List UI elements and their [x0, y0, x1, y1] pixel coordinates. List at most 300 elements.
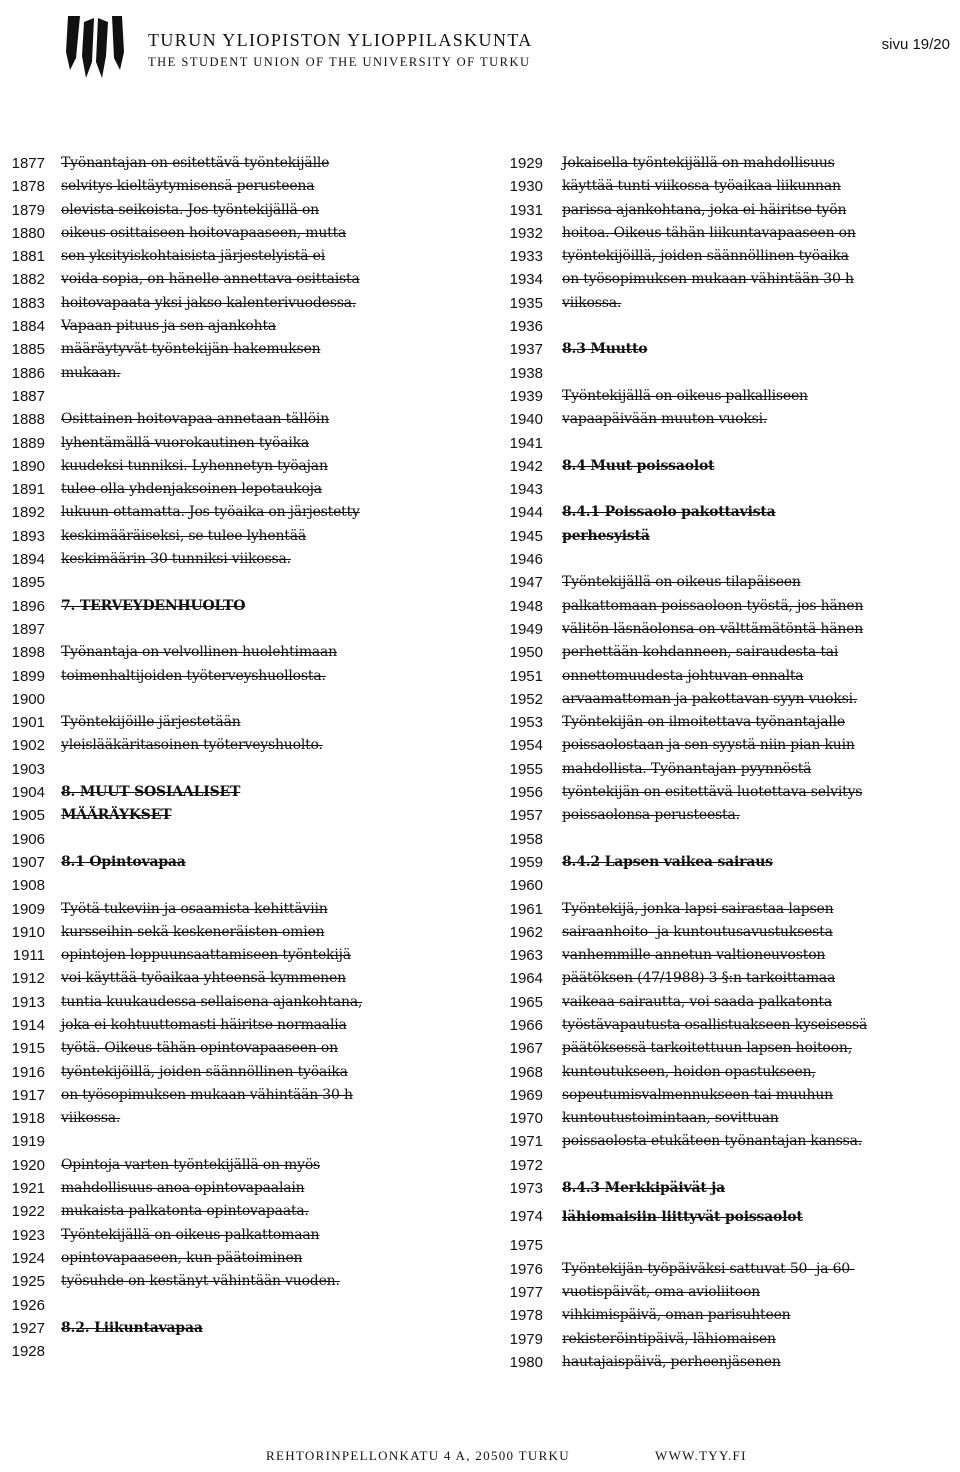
text-line — [0, 1200, 470, 1223]
line-number: 1901 — [11, 714, 45, 732]
line-number: 1907 — [11, 853, 45, 871]
line-number: 1921 — [11, 1180, 45, 1198]
text-line — [498, 991, 960, 1014]
line-number: 1920 — [11, 1156, 45, 1174]
line-number: 1949 — [509, 620, 543, 638]
text-line — [498, 1200, 960, 1234]
line-number: 1942 — [509, 457, 543, 475]
text-line — [498, 1177, 960, 1200]
line-text: Työntekijällä on oikeus palkalliseen — [562, 387, 808, 404]
section-heading: 8.2. Liikuntavapaa — [61, 1319, 203, 1336]
line-text: työntekijöillä, joiden säännöllinen työaika — [562, 248, 849, 265]
line-number: 1893 — [11, 527, 45, 545]
text-line — [0, 804, 470, 827]
line-text: selvitys kieltäytymisensä perusteena — [61, 178, 315, 195]
line-number: 1889 — [11, 434, 45, 452]
line-number: 1957 — [509, 807, 543, 825]
line-text: työntekijöillä, joiden säännöllinen työaika — [61, 1063, 348, 1080]
text-line — [0, 874, 470, 897]
text-line — [498, 292, 960, 315]
line-text: parissa ajankohtana, joka ei häiritse työn — [562, 201, 847, 218]
line-number: 1917 — [11, 1086, 45, 1104]
line-number: 1956 — [509, 784, 543, 802]
line-text: mahdollista. Työnantajan pyynnöstä — [562, 760, 812, 777]
text-line — [498, 1154, 960, 1177]
text-line — [498, 432, 960, 455]
text-line — [0, 1317, 470, 1340]
text-line — [0, 944, 470, 967]
line-number: 1979 — [509, 1330, 543, 1348]
text-line — [498, 874, 960, 897]
text-line — [0, 921, 470, 944]
text-line — [498, 362, 960, 385]
line-number: 1931 — [509, 201, 543, 219]
text-line — [0, 1154, 470, 1177]
text-line — [0, 781, 470, 804]
section-heading: 8.4 Muut poissaolot — [562, 457, 715, 474]
line-number: 1897 — [11, 620, 45, 638]
text-line — [0, 548, 470, 571]
line-number: 1905 — [11, 807, 45, 825]
text-line — [0, 1037, 470, 1060]
text-line — [498, 618, 960, 641]
line-number: 1951 — [509, 667, 543, 685]
line-number: 1933 — [509, 248, 543, 266]
line-number: 1878 — [11, 178, 45, 196]
right-column — [498, 152, 960, 1374]
text-line — [498, 1130, 960, 1153]
line-number: 1911 — [12, 947, 45, 965]
text-line — [498, 758, 960, 781]
line-number: 1904 — [11, 784, 45, 802]
text-line — [498, 665, 960, 688]
line-text: olevista seikoista. Jos työntekijällä on — [61, 201, 319, 218]
text-line — [498, 688, 960, 711]
text-line — [0, 1224, 470, 1247]
text-line — [0, 1107, 470, 1130]
line-text: on työsopimuksen mukaan vähintään 30 h — [61, 1086, 353, 1103]
text-line — [498, 385, 960, 408]
line-number: 1902 — [11, 737, 45, 755]
line-text: työsuhde on kestänyt vähintään vuoden. — [61, 1273, 340, 1290]
line-number: 1916 — [11, 1063, 45, 1081]
text-line — [498, 1281, 960, 1304]
line-text: mukaista palkatonta opintovapaata. — [61, 1203, 309, 1220]
line-text: oikeus osittaiseen hoitovapaaseen, mutta — [61, 224, 347, 241]
line-text: joka ei kohtuuttomasti häiritse normaalia — [61, 1016, 347, 1033]
line-text: vapaapäivään muuton vuoksi. — [562, 411, 768, 428]
line-number: 1948 — [509, 597, 543, 615]
line-text: vihkimispäivä, oman parisuhteen — [562, 1307, 791, 1324]
line-number: 1978 — [509, 1307, 543, 1325]
line-number: 1963 — [509, 947, 543, 965]
line-number: 1926 — [11, 1296, 45, 1314]
line-text: Työntekijöille järjestetään — [61, 714, 241, 731]
line-text: Työntekijä, jonka lapsi sairastaa lapsen — [562, 900, 834, 917]
line-number: 1934 — [509, 271, 543, 289]
line-text: Työtä tukeviin ja osaamista kehittäviin — [61, 900, 328, 917]
line-number: 1899 — [11, 667, 45, 685]
line-text: työtä. Oikeus tähän opintovapaaseen on — [61, 1040, 338, 1057]
line-number: 1918 — [11, 1110, 45, 1128]
line-text: sen yksityiskohtaisista järjestelyistä ei — [61, 248, 325, 265]
text-line — [498, 338, 960, 361]
line-number: 1969 — [509, 1086, 543, 1104]
line-number: 1919 — [11, 1133, 45, 1151]
text-line — [498, 478, 960, 501]
text-line — [0, 851, 470, 874]
section-heading: 8.4.1 Poissaolo pakottavista — [562, 504, 776, 521]
line-text: Työnantajan on esitettävä työntekijälle — [61, 155, 330, 171]
line-text: lukuun ottamatta. Jos työaika on järjestetty — [61, 504, 360, 521]
line-text: työntekijän on esitettävä luotettava selvitys — [562, 784, 863, 801]
text-line — [498, 268, 960, 291]
text-line — [498, 921, 960, 944]
line-text: käyttää tunti viikossa työaikaa liikunnan — [562, 178, 841, 195]
text-line — [498, 315, 960, 338]
footer-website-link[interactable]: WWW.TYY.FI — [655, 1448, 747, 1463]
line-number: 1891 — [11, 481, 45, 499]
line-text: hoitovapaata yksi jakso kalenterivuodessa. — [61, 294, 357, 311]
text-line — [0, 1177, 470, 1200]
text-line — [0, 1247, 470, 1270]
line-number: 1923 — [11, 1226, 45, 1244]
text-line — [498, 501, 960, 524]
line-text: Työntekijän työpäiväksi sattuvat 50- ja 60- — [562, 1260, 855, 1277]
text-line — [0, 665, 470, 688]
text-line — [498, 1014, 960, 1037]
text-line — [498, 781, 960, 804]
line-number: 1927 — [11, 1319, 45, 1337]
line-number: 1925 — [11, 1273, 45, 1291]
text-line — [0, 245, 470, 268]
line-number: 1888 — [11, 411, 45, 429]
text-line — [0, 898, 470, 921]
line-text: määräytyvät työntekijän hakemuksen — [61, 341, 321, 358]
text-line — [0, 222, 470, 245]
line-number: 1946 — [509, 551, 543, 569]
line-number: 1884 — [11, 318, 45, 336]
text-line — [498, 898, 960, 921]
text-line — [0, 152, 470, 175]
text-line — [0, 408, 470, 431]
text-line — [0, 711, 470, 734]
footer-address: REHTORINPELLONKATU 4 A, 20500 TURKU — [266, 1448, 570, 1463]
text-line — [0, 385, 470, 408]
line-number: 1938 — [509, 364, 543, 382]
line-number: 1896 — [11, 597, 45, 615]
line-text: keskimääräiseksi, se tulee lyhentää — [61, 527, 307, 544]
line-text: välitön läsnäolonsa on välttämätöntä hänen — [562, 620, 864, 637]
section-heading: lähiomaisiin liittyvät poissaolot — [562, 1209, 803, 1226]
line-text: vuotispäivät, oma avioliitoon — [562, 1283, 761, 1300]
text-line — [498, 1061, 960, 1084]
line-number: 1882 — [11, 271, 45, 289]
line-text: poissaolosta etukäteen työnantajan kanssa. — [562, 1133, 863, 1150]
line-number: 1952 — [509, 690, 543, 708]
section-heading: 8. MUUT SOSIAALISET — [61, 784, 241, 801]
section-heading: 8.3 Muutto — [562, 341, 648, 358]
text-line — [0, 991, 470, 1014]
line-number: 1895 — [11, 574, 45, 592]
line-text: rekisteröintipäivä, lähiomaisen — [562, 1330, 776, 1347]
text-line — [0, 338, 470, 361]
text-line — [0, 828, 470, 851]
text-line — [0, 571, 470, 594]
text-line — [498, 851, 960, 874]
line-text: työstävapautusta osallistuakseen kyseisessä — [562, 1016, 868, 1033]
text-line — [498, 734, 960, 757]
section-heading: 7. TERVEYDENHUOLTO — [61, 597, 246, 614]
text-line — [498, 525, 960, 548]
text-line — [0, 641, 470, 664]
text-line — [498, 1084, 960, 1107]
line-text: Työntekijällä on oikeus tilapäiseen — [562, 574, 801, 591]
line-text: on työsopimuksen mukaan vähintään 30 h — [562, 271, 854, 288]
line-text: opintojen loppuunsaattamiseen työntekijä — [61, 947, 351, 964]
line-text: Vapaan pituus ja sen ajankohta — [61, 318, 277, 335]
text-line — [0, 688, 470, 711]
line-number: 1966 — [509, 1016, 543, 1034]
text-line — [498, 967, 960, 990]
text-line — [0, 1061, 470, 1084]
line-number: 1947 — [509, 574, 543, 592]
text-line — [0, 478, 470, 501]
text-line — [0, 758, 470, 781]
line-number: 1976 — [509, 1260, 543, 1278]
line-number: 1930 — [509, 178, 543, 196]
line-number: 1910 — [11, 923, 45, 941]
line-number: 1941 — [509, 434, 543, 452]
section-heading: perhesyistä — [562, 527, 650, 544]
line-number: 1913 — [11, 993, 45, 1011]
line-text: poissaolonsa perusteesta. — [562, 807, 740, 824]
text-line — [498, 455, 960, 478]
line-text: arvaamattoman ja pakottavan syyn vuoksi. — [562, 690, 858, 707]
section-heading: 8.4.2 Lapsen vaikea sairaus — [562, 853, 773, 870]
line-number: 1915 — [11, 1040, 45, 1058]
line-number: 1898 — [11, 644, 45, 662]
line-number: 1954 — [509, 737, 543, 755]
line-number: 1900 — [11, 690, 45, 708]
text-line — [498, 175, 960, 198]
line-number: 1912 — [11, 970, 45, 988]
line-number: 1890 — [11, 457, 45, 475]
line-number: 1977 — [509, 1283, 543, 1301]
line-number: 1928 — [11, 1343, 45, 1361]
line-number: 1968 — [509, 1063, 543, 1081]
text-line — [498, 1037, 960, 1060]
line-text: kuntoutustoimintaan, sovittuan — [562, 1110, 779, 1127]
text-line — [0, 595, 470, 618]
line-number: 1937 — [509, 341, 543, 359]
text-line — [498, 199, 960, 222]
line-number: 1970 — [509, 1110, 543, 1128]
text-line — [498, 804, 960, 827]
line-number: 1935 — [509, 294, 543, 312]
page-number: sivu 19/20 — [881, 36, 950, 53]
line-number: 1972 — [509, 1156, 543, 1174]
text-line — [0, 362, 470, 385]
line-text: hoitoa. Oikeus tähän liikuntavapaaseen on — [562, 224, 856, 241]
line-number: 1887 — [11, 387, 45, 405]
line-number: 1961 — [509, 900, 543, 918]
line-text: mukaan. — [61, 364, 121, 381]
line-text: keskimäärin 30 tunniksi viikossa. — [61, 551, 291, 568]
line-number: 1953 — [509, 714, 543, 732]
line-text: sopeutumisvalmennukseen tai muuhun — [562, 1086, 833, 1103]
line-number: 1967 — [509, 1040, 543, 1058]
line-number: 1932 — [509, 224, 543, 242]
text-line — [0, 268, 470, 291]
text-line — [498, 1258, 960, 1281]
org-name — [148, 30, 533, 70]
line-number: 1943 — [509, 481, 543, 499]
line-number: 1950 — [509, 644, 543, 662]
text-line — [498, 222, 960, 245]
text-line — [498, 944, 960, 967]
text-line — [0, 1270, 470, 1293]
line-number: 1980 — [509, 1353, 543, 1371]
text-line — [0, 315, 470, 338]
text-line — [0, 734, 470, 757]
line-number: 1958 — [509, 830, 543, 848]
line-text: poissaolostaan ja sen syystä niin pian kuin — [562, 737, 855, 754]
text-line — [0, 501, 470, 524]
line-number: 1914 — [11, 1016, 45, 1034]
text-line — [498, 641, 960, 664]
line-text: vaikeaa sairautta, voi saada palkatonta — [562, 993, 832, 1010]
line-text: viikossa. — [61, 1110, 121, 1127]
line-number: 1974 — [509, 1208, 543, 1226]
text-line — [0, 967, 470, 990]
line-text: viikossa. — [562, 294, 622, 311]
text-line — [0, 455, 470, 478]
line-number: 1975 — [509, 1237, 543, 1255]
line-number: 1879 — [11, 201, 45, 219]
left-column — [0, 152, 470, 1363]
line-text: onnettomuudesta johtuvan ennalta — [562, 667, 804, 684]
line-text: palkattomaan poissaoloon työstä, jos hänen — [562, 597, 864, 614]
text-line — [0, 292, 470, 315]
line-text: sairaanhoito- ja kuntoutusavustuksesta — [562, 923, 833, 940]
line-number: 1964 — [509, 970, 543, 988]
line-number: 1965 — [509, 993, 543, 1011]
text-line — [498, 1107, 960, 1130]
line-text: Osittainen hoitovapaa annetaan tällöin — [61, 411, 330, 428]
line-number: 1909 — [11, 900, 45, 918]
line-text: vanhemmille annetun valtioneuvoston — [562, 947, 826, 964]
line-number: 1944 — [509, 504, 543, 522]
section-heading: 8.4.3 Merkkipäivät ja — [562, 1180, 726, 1197]
line-number: 1940 — [509, 411, 543, 429]
line-number: 1881 — [11, 248, 45, 266]
line-number: 1955 — [509, 760, 543, 778]
line-text: kuudeksi tunniksi. Lyhennetyn työajan — [61, 457, 328, 474]
text-line — [498, 711, 960, 734]
text-line — [498, 548, 960, 571]
line-number: 1877 — [11, 155, 45, 172]
line-text: päätöksen (47/1988) 3 §:n tarkoittamaa — [562, 970, 836, 987]
text-line — [498, 1304, 960, 1327]
line-number: 1886 — [11, 364, 45, 382]
text-line — [498, 152, 960, 175]
text-line — [0, 1294, 470, 1317]
line-number: 1971 — [509, 1133, 543, 1151]
line-number: 1906 — [11, 830, 45, 848]
section-heading: MÄÄRÄYKSET — [61, 807, 172, 824]
text-line — [498, 1234, 960, 1257]
text-line — [0, 1014, 470, 1037]
line-text: Jokaisella työntekijällä on mahdollisuus — [562, 155, 835, 171]
text-line — [498, 245, 960, 268]
line-text: päätöksessä tarkoitettuun lapsen hoitoon, — [562, 1040, 852, 1057]
line-text: kuntoutukseen, hoidon opastukseen, — [562, 1063, 816, 1080]
text-line — [0, 1340, 470, 1363]
text-line — [498, 1328, 960, 1351]
line-number: 1939 — [509, 387, 543, 405]
line-number: 1960 — [509, 877, 543, 895]
text-line — [0, 432, 470, 455]
line-text: kursseihin sekä keskeneräisten omien — [61, 923, 325, 940]
line-text: perhettään kohdanneen, sairaudesta tai — [562, 644, 839, 661]
line-text: Työntekijällä on oikeus palkattomaan — [61, 1226, 320, 1243]
section-heading: 8.1 Opintovapaa — [61, 853, 186, 870]
line-text: hautajaispäivä, perheenjäsenen — [562, 1353, 781, 1370]
line-text: tulee olla yhdenjaksoinen lepotaukoja — [61, 481, 322, 498]
line-text: Työntekijän on ilmoitettava työnantajalle — [562, 714, 846, 731]
line-number: 1962 — [509, 923, 543, 941]
line-number: 1973 — [509, 1180, 543, 1198]
line-text: opintovapaaseen, kun päätoiminen — [61, 1249, 303, 1266]
line-number: 1924 — [11, 1249, 45, 1267]
text-line — [498, 595, 960, 618]
text-line — [0, 1084, 470, 1107]
line-number: 1945 — [509, 527, 543, 545]
line-text: tuntia kuukaudessa sellaisena ajankohtana, — [61, 993, 363, 1010]
line-text: toimenhaltijoiden työterveyshuollosta. — [61, 667, 326, 684]
org-name-fi: TURUN YLIOPISTON YLIOPPILASKUNTA — [148, 30, 533, 50]
line-text: voida sopia, on hänelle annettava osittaista — [61, 271, 360, 288]
line-text: yleislääkäritasoinen työterveyshuolto. — [61, 737, 323, 754]
text-line — [0, 199, 470, 222]
line-number: 1892 — [11, 504, 45, 522]
text-line — [0, 1130, 470, 1153]
line-text: Opintoja varten työntekijällä on myös — [61, 1156, 321, 1173]
line-number: 1883 — [11, 294, 45, 312]
org-name-en: THE STUDENT UNION OF THE UNIVERSITY OF TURKU — [148, 55, 531, 69]
line-number: 1885 — [11, 341, 45, 359]
line-number: 1922 — [11, 1203, 45, 1221]
text-line — [0, 175, 470, 198]
text-line — [498, 1351, 960, 1374]
text-line — [0, 525, 470, 548]
line-text: mahdollisuus anoa opintovapaalain — [61, 1180, 305, 1197]
line-text: Työnantaja on velvollinen huolehtimaan — [61, 644, 338, 661]
text-line — [498, 408, 960, 431]
line-text: voi käyttää työaikaa yhteensä kymmenen — [61, 970, 346, 987]
line-number: 1959 — [509, 853, 543, 871]
line-text: lyhentämällä vuorokautinen työaika — [61, 434, 310, 451]
text-line — [498, 571, 960, 594]
line-number: 1936 — [509, 318, 543, 336]
line-number: 1880 — [11, 224, 45, 242]
text-line — [0, 618, 470, 641]
student-union-logo — [62, 12, 128, 88]
line-number: 1908 — [11, 877, 45, 895]
line-number: 1903 — [11, 760, 45, 778]
text-line — [498, 828, 960, 851]
